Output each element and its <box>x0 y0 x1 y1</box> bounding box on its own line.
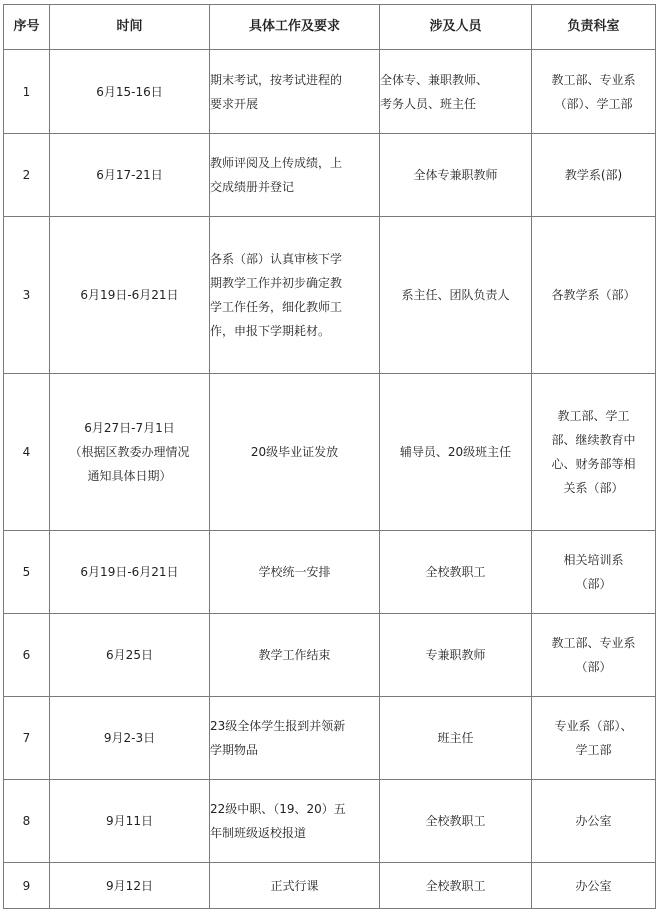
cell-dept-line: 部、继续教育中 <box>551 433 636 447</box>
cell-dept <box>532 374 656 531</box>
cell-task-line: 期教学工作并初步确定教 <box>210 276 343 290</box>
cell-task <box>210 863 380 909</box>
cell-time <box>50 614 210 697</box>
cell-time <box>50 374 210 531</box>
cell-task-line: 学工作任务，细化教师工 <box>210 300 343 314</box>
cell-dept-line: 教学系(部) <box>564 168 623 182</box>
cell-task <box>210 780 380 863</box>
cell-task-line: 要求开展 <box>210 96 259 111</box>
cell-no: 1 <box>4 50 50 134</box>
cell-time <box>50 531 210 614</box>
cell-people <box>380 134 532 217</box>
cell-dept-line: （部） <box>575 660 612 674</box>
cell-time-line: 9月12日 <box>106 878 153 893</box>
cell-task <box>210 217 380 374</box>
cell-no: 2 <box>4 134 50 217</box>
cell-time-line: 6月25日 <box>106 648 153 662</box>
table-row <box>4 780 656 863</box>
cell-dept <box>532 217 656 374</box>
cell-dept <box>532 614 656 697</box>
table-row <box>4 217 656 374</box>
table-row <box>4 863 656 909</box>
cell-people <box>380 614 532 697</box>
schedule-table <box>3 4 656 909</box>
cell-people-line: 考务人员、班主任 <box>380 96 477 111</box>
cell-task <box>210 50 380 134</box>
cell-dept-line: 各教学系（部） <box>551 288 636 302</box>
cell-task-line: 各系（部）认真审核下学 <box>210 252 343 266</box>
cell-time-line: 6月27日-7月1日 <box>84 421 175 435</box>
cell-dept <box>532 863 656 909</box>
cell-people-line: 系主任、团队负责人 <box>401 288 510 302</box>
table-row <box>4 50 656 134</box>
cell-no: 5 <box>4 531 50 614</box>
cell-time-line: 6月15-16日 <box>96 84 163 99</box>
cell-time <box>50 50 210 134</box>
cell-dept-line: 相关培训系 <box>563 553 624 567</box>
cell-dept-line: 专业系（部）、 <box>554 719 633 733</box>
cell-dept-line: 心、财务部等相 <box>551 457 636 471</box>
cell-time <box>50 863 210 909</box>
cell-task-line: 交成绩册并登记 <box>210 180 295 194</box>
cell-no: 7 <box>4 697 50 780</box>
cell-dept-line: （部） <box>575 577 612 591</box>
cell-task-line: 期末考试，按考试进程的 <box>210 72 343 87</box>
cell-task-line: 学校统一安排 <box>258 565 331 579</box>
cell-task <box>210 697 380 780</box>
cell-dept-line: 办公室 <box>575 878 612 893</box>
cell-no: 3 <box>4 217 50 374</box>
cell-people <box>380 697 532 780</box>
cell-dept <box>532 50 656 134</box>
cell-task <box>210 531 380 614</box>
cell-no: 4 <box>4 374 50 531</box>
cell-no: 6 <box>4 614 50 697</box>
cell-task-line: 作，申报下学期耗材。 <box>210 324 331 338</box>
cell-time-line: 通知具体日期） <box>87 469 172 483</box>
header-task: 具体工作及要求 <box>210 5 380 50</box>
cell-people <box>380 217 532 374</box>
cell-dept <box>532 697 656 780</box>
cell-people <box>380 780 532 863</box>
cell-no: 8 <box>4 780 50 863</box>
cell-dept-line: 关系（部） <box>563 481 624 495</box>
cell-dept <box>532 780 656 863</box>
cell-task-line: 正式行课 <box>270 878 319 893</box>
cell-dept-line: 学工部 <box>575 743 612 757</box>
cell-task-line: 23级全体学生报到并领新 <box>210 719 346 733</box>
cell-time <box>50 697 210 780</box>
cell-task-line: 年制班级返校报道 <box>210 826 307 840</box>
cell-time-line: 9月11日 <box>106 814 153 828</box>
cell-dept-line: 办公室 <box>575 814 612 828</box>
cell-task-line: 22级中职、（19、20）五 <box>210 802 346 816</box>
header-no: 序号 <box>4 5 50 50</box>
cell-people <box>380 50 532 134</box>
cell-task <box>210 374 380 531</box>
cell-time-line: 6月19日-6月21日 <box>80 565 179 579</box>
cell-dept <box>532 531 656 614</box>
cell-dept-line: 教工部、专业系 <box>551 72 636 87</box>
cell-task <box>210 614 380 697</box>
cell-people <box>380 863 532 909</box>
cell-no: 9 <box>4 863 50 909</box>
cell-time-line: 9月2-3日 <box>103 731 156 745</box>
cell-time-line: 6月17-21日 <box>96 168 163 182</box>
table-row <box>4 614 656 697</box>
table-row <box>4 697 656 780</box>
cell-dept <box>532 134 656 217</box>
cell-time <box>50 780 210 863</box>
cell-dept-line: 教工部、学工 <box>557 409 630 423</box>
cell-time-line: 6月19日-6月21日 <box>80 288 179 302</box>
cell-people <box>380 374 532 531</box>
cell-people-line: 全校教职工 <box>425 878 486 893</box>
cell-people-line: 全校教职工 <box>425 814 486 828</box>
cell-people-line: 专兼职教师 <box>425 648 486 662</box>
cell-time-line: （根据区教委办理情况 <box>69 445 190 459</box>
header-dept: 负责科室 <box>532 5 656 50</box>
cell-time <box>50 217 210 374</box>
table-row <box>4 531 656 614</box>
cell-people-line: 全体专、兼职教师、 <box>380 72 489 87</box>
header-time: 时间 <box>50 5 210 50</box>
cell-dept-line: 教工部、专业系 <box>551 636 636 650</box>
header-people: 涉及人员 <box>380 5 532 50</box>
cell-dept-line: （部）、学工部 <box>554 96 633 111</box>
header-row <box>4 5 656 50</box>
cell-task-line: 教师评阅及上传成绩，上 <box>210 156 343 170</box>
cell-task-line: 教学工作结束 <box>258 648 331 662</box>
cell-people-line: 全体专兼职教师 <box>413 168 498 182</box>
table-row <box>4 134 656 217</box>
table-row <box>4 374 656 531</box>
cell-task <box>210 134 380 217</box>
cell-people-line: 班主任 <box>437 731 474 745</box>
cell-time <box>50 134 210 217</box>
cell-task-line: 学期物品 <box>210 743 259 757</box>
cell-people-line: 辅导员、20级班主任 <box>399 445 512 459</box>
cell-task-line: 20级毕业证发放 <box>250 445 339 459</box>
cell-people-line: 全校教职工 <box>425 565 486 579</box>
cell-people <box>380 531 532 614</box>
